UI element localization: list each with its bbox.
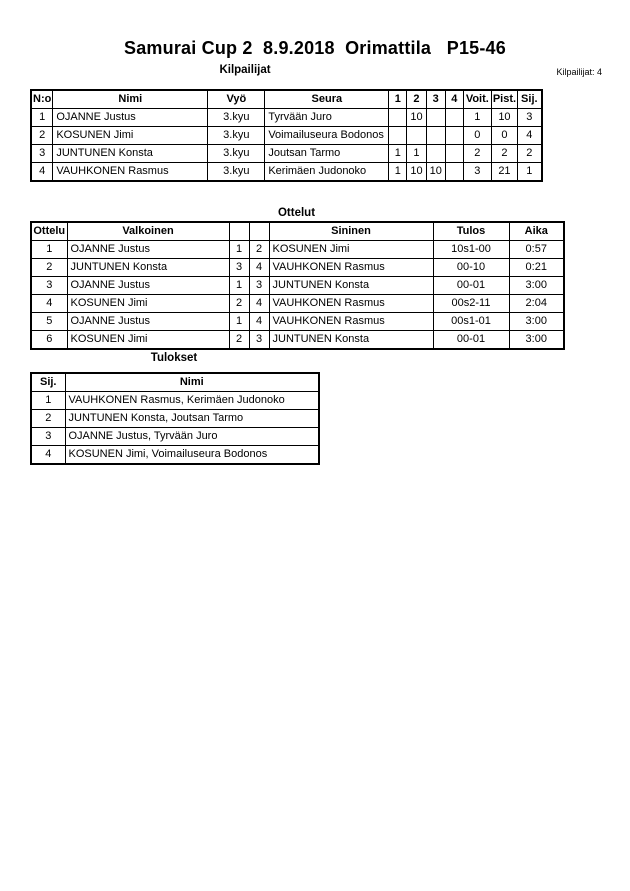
cell-round-1: [389, 127, 407, 145]
cell-white-name: KOSUNEN Jimi: [67, 295, 229, 313]
cell-tulos: 00-01: [433, 331, 509, 350]
col-header-vyo: Vyö: [208, 90, 265, 109]
cell-tulos: 00-10: [433, 259, 509, 277]
col-header-tulos: Tulos: [433, 222, 509, 241]
col-header-sij: Sij.: [31, 373, 65, 392]
cell-round-3: [426, 109, 445, 127]
col-header-voit: Voit.: [463, 90, 491, 109]
cell-nimi: JUNTUNEN Konsta: [53, 145, 208, 163]
cell-aika: 3:00: [509, 313, 564, 331]
cell-white-name: OJANNE Justus: [67, 241, 229, 259]
col-header-nimi: Nimi: [65, 373, 319, 392]
cell-round-1: 1: [389, 145, 407, 163]
cell-blue-no: 3: [249, 277, 269, 295]
col-header-sininen: Sininen: [269, 222, 433, 241]
cell-round-4: [445, 163, 463, 182]
col-header-seura: Seura: [265, 90, 389, 109]
cell-blue-name: JUNTUNEN Konsta: [269, 277, 433, 295]
cell-blue-name: VAUHKONEN Rasmus: [269, 313, 433, 331]
cell-round-2: 1: [407, 145, 426, 163]
cell-tulos: 00s1-01: [433, 313, 509, 331]
cell-pist: 0: [491, 127, 517, 145]
cell-round-3: [426, 127, 445, 145]
cell-match-no: 6: [31, 331, 67, 350]
cell-blue-no: 4: [249, 259, 269, 277]
cell-pist: 10: [491, 109, 517, 127]
cell-voit: 2: [463, 145, 491, 163]
table-row: [31, 446, 319, 465]
col-header-white-no: [229, 222, 249, 241]
cell-vyo: 3.kyu: [208, 163, 265, 182]
col-header-nimi: Nimi: [53, 90, 208, 109]
table-row: [31, 313, 564, 331]
cell-white-name: OJANNE Justus: [67, 277, 229, 295]
cell-no: 3: [31, 145, 53, 163]
cell-vyo: 3.kyu: [208, 145, 265, 163]
cell-round-2: 10: [407, 109, 426, 127]
cell-voit: 1: [463, 109, 491, 127]
table-row: [31, 295, 564, 313]
col-header-valkoinen: Valkoinen: [67, 222, 229, 241]
cell-sij: 3: [518, 109, 542, 127]
table-header-row: [31, 222, 564, 241]
col-header-round-3: 3: [426, 90, 445, 109]
cell-seura: Tyrvään Juro: [265, 109, 389, 127]
cell-tulos: 10s1-00: [433, 241, 509, 259]
col-header-round-4: 4: [445, 90, 463, 109]
cell-round-4: [445, 127, 463, 145]
cell-no: 1: [31, 109, 53, 127]
cell-round-4: [445, 109, 463, 127]
section-heading-tulokset: Tulokset: [150, 352, 198, 364]
cell-blue-name: VAUHKONEN Rasmus: [269, 259, 433, 277]
cell-round-3: 10: [426, 163, 445, 182]
col-header-ottelu: Ottelu: [31, 222, 67, 241]
cell-match-no: 4: [31, 295, 67, 313]
table-row: [31, 259, 564, 277]
col-header-round-2: 2: [407, 90, 426, 109]
cell-aika: 0:21: [509, 259, 564, 277]
cell-aika: 3:00: [509, 277, 564, 295]
cell-nimi: OJANNE Justus: [53, 109, 208, 127]
cell-white-name: KOSUNEN Jimi: [67, 331, 229, 350]
col-header-no: N:o: [31, 90, 53, 109]
col-header-pist: Pist.: [491, 90, 517, 109]
cell-match-no: 2: [31, 259, 67, 277]
cell-round-2: 10: [407, 163, 426, 182]
cell-sij: 1: [518, 163, 542, 182]
col-header-blue-no: [249, 222, 269, 241]
cell-vyo: 3.kyu: [208, 127, 265, 145]
cell-vyo: 3.kyu: [208, 109, 265, 127]
cell-seura: Voimailuseura Bodonos: [265, 127, 389, 145]
cell-aika: 2:04: [509, 295, 564, 313]
cell-nimi: VAUHKONEN Rasmus, Kerimäen Judonoko: [65, 392, 319, 410]
table-row: [31, 331, 564, 350]
cell-sij: 1: [31, 392, 65, 410]
section-heading-ottelut: Ottelut: [277, 207, 316, 219]
cell-tulos: 00-01: [433, 277, 509, 295]
cell-no: 2: [31, 127, 53, 145]
cell-blue-no: 4: [249, 295, 269, 313]
cell-match-no: 3: [31, 277, 67, 295]
table-header-row: [31, 90, 542, 109]
cell-nimi: KOSUNEN Jimi, Voimailuseura Bodonos: [65, 446, 319, 465]
cell-blue-name: KOSUNEN Jimi: [269, 241, 433, 259]
col-header-sij: Sij.: [518, 90, 542, 109]
table-row: [31, 145, 542, 163]
cell-white-no: 2: [229, 295, 249, 313]
table-row: [31, 392, 319, 410]
cell-round-3: [426, 145, 445, 163]
table-row: [31, 241, 564, 259]
cell-white-no: 1: [229, 241, 249, 259]
cell-voit: 0: [463, 127, 491, 145]
cell-round-1: 1: [389, 163, 407, 182]
cell-match-no: 1: [31, 241, 67, 259]
table-row: [31, 163, 542, 182]
table-row: [31, 127, 542, 145]
cell-sij: 2: [518, 145, 542, 163]
cell-pist: 2: [491, 145, 517, 163]
cell-blue-no: 3: [249, 331, 269, 350]
cell-white-no: 3: [229, 259, 249, 277]
table-row: [31, 109, 542, 127]
ottelut-table: [30, 221, 565, 350]
competitors-count-label: Kilpailijat: 4: [556, 67, 602, 77]
cell-sij: 2: [31, 410, 65, 428]
cell-tulos: 00s2-11: [433, 295, 509, 313]
table-row: [31, 410, 319, 428]
cell-white-no: 1: [229, 313, 249, 331]
cell-sij: 3: [31, 428, 65, 446]
cell-nimi: VAUHKONEN Rasmus: [53, 163, 208, 182]
cell-nimi: KOSUNEN Jimi: [53, 127, 208, 145]
cell-blue-name: VAUHKONEN Rasmus: [269, 295, 433, 313]
cell-white-no: 1: [229, 277, 249, 295]
table-header-row: [31, 373, 319, 392]
cell-no: 4: [31, 163, 53, 182]
kilpailijat-table: [30, 89, 543, 182]
cell-nimi: JUNTUNEN Konsta, Joutsan Tarmo: [65, 410, 319, 428]
col-header-aika: Aika: [509, 222, 564, 241]
cell-round-1: [389, 109, 407, 127]
tulokset-table: [30, 372, 320, 465]
cell-blue-no: 2: [249, 241, 269, 259]
page-title: Samurai Cup 2 8.9.2018 Orimattila P15-46: [124, 38, 506, 58]
col-header-round-1: 1: [389, 90, 407, 109]
cell-aika: 3:00: [509, 331, 564, 350]
cell-blue-name: JUNTUNEN Konsta: [269, 331, 433, 350]
cell-white-name: JUNTUNEN Konsta: [67, 259, 229, 277]
table-row: [31, 277, 564, 295]
cell-round-4: [445, 145, 463, 163]
cell-sij: 4: [518, 127, 542, 145]
cell-pist: 21: [491, 163, 517, 182]
table-row: [31, 428, 319, 446]
cell-voit: 3: [463, 163, 491, 182]
cell-white-no: 2: [229, 331, 249, 350]
cell-match-no: 5: [31, 313, 67, 331]
cell-round-2: [407, 127, 426, 145]
cell-seura: Kerimäen Judonoko: [265, 163, 389, 182]
cell-seura: Joutsan Tarmo: [265, 145, 389, 163]
cell-blue-no: 4: [249, 313, 269, 331]
cell-white-name: OJANNE Justus: [67, 313, 229, 331]
cell-aika: 0:57: [509, 241, 564, 259]
cell-nimi: OJANNE Justus, Tyrvään Juro: [65, 428, 319, 446]
cell-sij: 4: [31, 446, 65, 465]
section-heading-kilpailijat: Kilpailijat: [219, 64, 271, 76]
